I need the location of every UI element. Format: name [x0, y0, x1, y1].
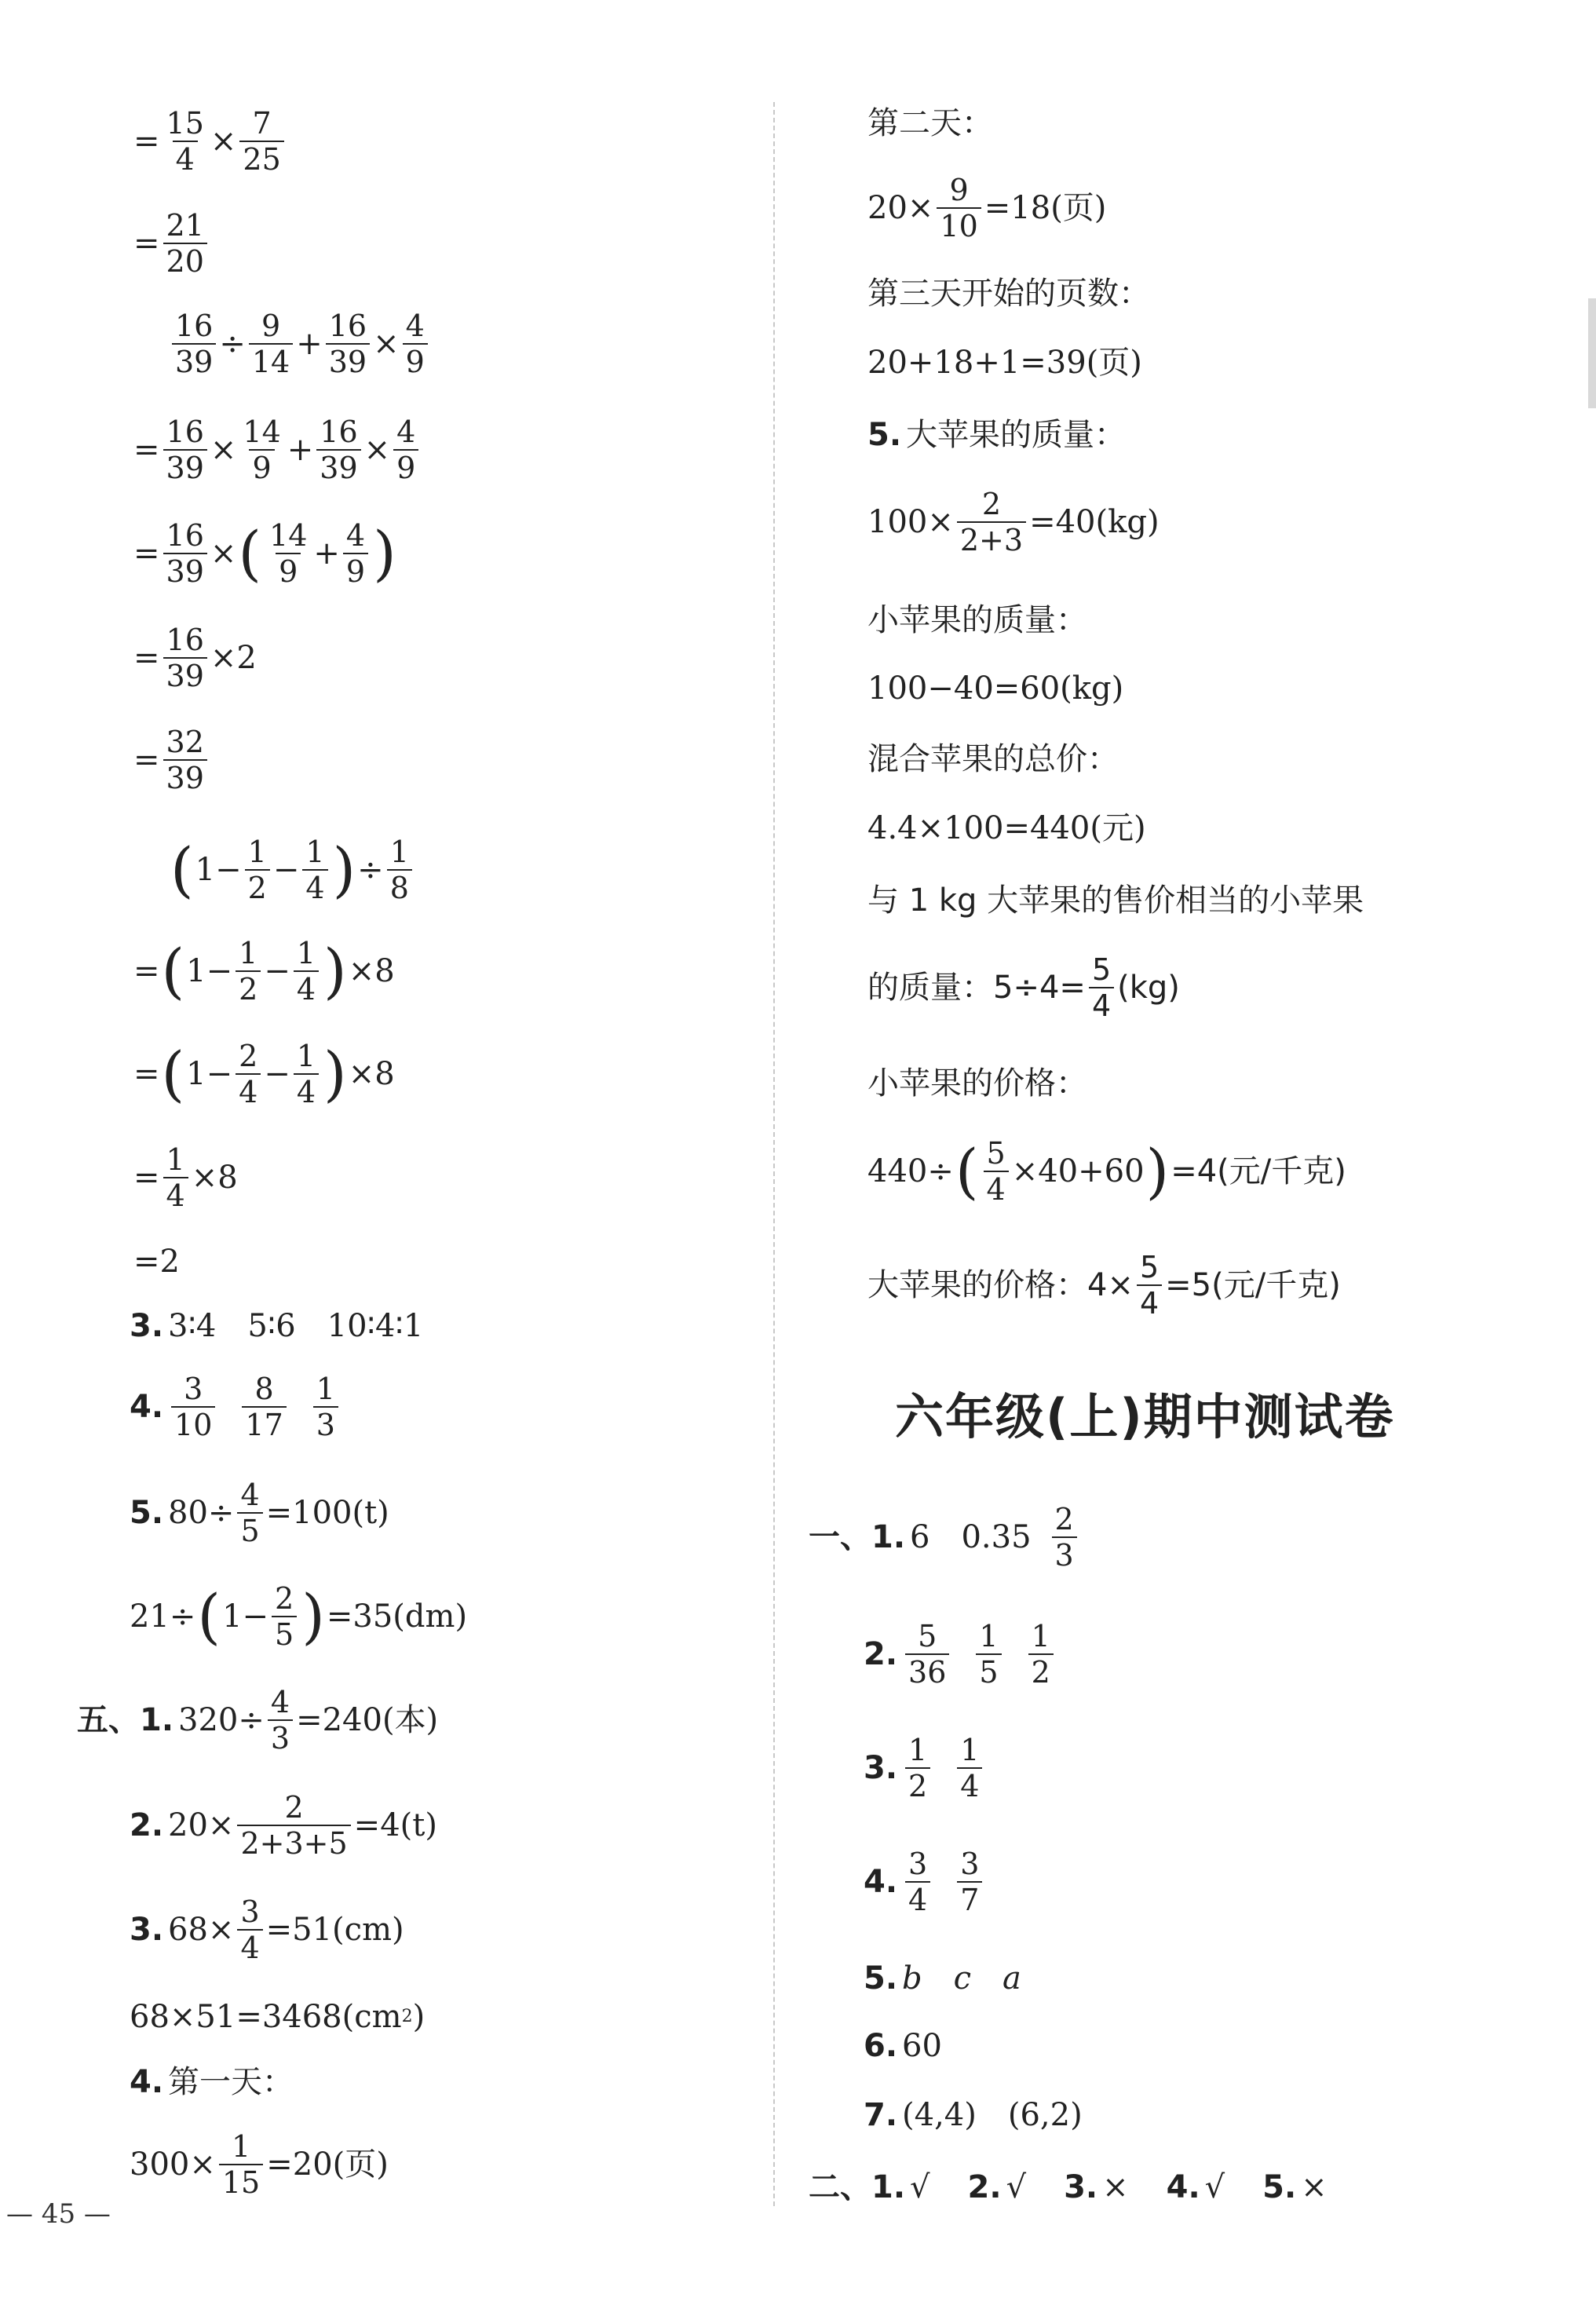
fraction: $\frac{1}{5}$: [976, 1619, 1001, 1690]
calc-line-1: = $\frac{15}{4}$ × $\frac{7}{25}$: [133, 106, 287, 177]
column-divider: [773, 102, 775, 2206]
text-line: 与 1 kg 大苹果的售价相当的小苹果: [867, 882, 1364, 919]
fraction: $\frac{32}{39}$: [163, 725, 207, 795]
fraction: $\frac{9}{10}$: [937, 173, 981, 243]
fraction: $\frac{5}{4}$: [984, 1136, 1009, 1207]
calc-line: 20+18+1=39(页): [867, 345, 1142, 381]
fraction: $\frac{7}{25}$: [239, 106, 283, 177]
fraction: $\frac{16}{39}$: [163, 415, 207, 485]
fraction: $\frac{1}{4}$: [294, 936, 319, 1007]
fraction: $\frac{5}{36}$: [905, 1619, 949, 1690]
fraction: $\frac{4}{9}$: [343, 518, 368, 589]
calc-line: 20× $\frac{9}{10}$ =18(页): [867, 173, 1107, 243]
page-edge-tab: [1588, 298, 1596, 408]
section-5-answer-4b: 300× $\frac{1}{15}$ =20(页): [130, 2129, 389, 2200]
text-line: 小苹果的质量：: [867, 602, 1087, 638]
fraction: $\frac{3}{7}$: [957, 1847, 982, 1917]
part-2-answers: 二、1. √ 2. √ 3. × 4. √ 5. ×: [809, 2169, 1328, 2205]
part-1-answer-2: 2. $\frac{5}{36}$ $\frac{1}{5}$ $\frac{1}{2}$: [864, 1619, 1057, 1690]
calc-line: 4.4×100=440(元): [867, 810, 1146, 846]
fraction: $\frac{1}{4}$: [294, 1039, 319, 1109]
fraction: $\frac{5}{4}$: [1089, 952, 1114, 1023]
fraction: $\frac{15}{4}$: [166, 106, 204, 177]
part-1-answer-5: 5. b c a: [864, 1960, 1021, 1997]
text-line: 混合苹果的总价：: [867, 741, 1119, 777]
part-1-answer-6: 6. 60: [864, 2028, 942, 2064]
fraction: $\frac{1}{2}$: [245, 835, 270, 905]
fraction: $\frac{16}{39}$: [172, 309, 216, 379]
section-title: 六年级(上)期中测试卷: [895, 1388, 1395, 1445]
answer-5-right: 5. 大苹果的质量：: [867, 417, 1127, 453]
fraction: $\frac{21}{20}$: [163, 208, 207, 279]
fraction: $\frac{14}{9}$: [269, 518, 308, 589]
answer-5: 5. 80÷ $\frac{4}{5}$ =100(t): [130, 1478, 389, 1548]
calc-line-8: ( 1− $\frac{1}{2}$ − $\frac{1}{4}$ ) ÷ $\frac{1}{8}$: [169, 835, 415, 905]
fraction: $\frac{4}{9}$: [403, 309, 428, 379]
part-1-answer-3: 3. $\frac{1}{2}$ $\frac{1}{4}$: [864, 1733, 985, 1803]
section-5-answer-3: 3. 68× $\frac{3}{4}$ =51(cm): [130, 1894, 404, 1965]
answer-5b: 21÷ ( 1− $\frac{2}{5}$ ) =35(dm): [130, 1581, 468, 1652]
fraction: $\frac{4}{9}$: [393, 415, 418, 485]
section-5-answer-3b: 68×51=3468(cm 2 ): [130, 1999, 425, 2035]
calc-line: 100× $\frac{2}{2+3}$ =40(kg): [867, 487, 1160, 557]
fraction: $\frac{1}{8}$: [387, 835, 412, 905]
fraction: $\frac{1}{2}$: [1028, 1619, 1054, 1690]
answer-4: 4. $\frac{3}{10}$ $\frac{8}{17}$ $\frac{1}{3}$: [130, 1372, 341, 1442]
fraction: $\frac{3}{4}$: [237, 1894, 262, 1965]
fraction: $\frac{1}{4}$: [302, 835, 327, 905]
fraction: $\frac{16}{39}$: [163, 518, 207, 589]
fraction: $\frac{16}{39}$: [316, 415, 360, 485]
fraction: $\frac{1}{4}$: [163, 1142, 188, 1213]
fraction: $\frac{3}{4}$: [905, 1847, 930, 1917]
calc-line-5: = $\frac{16}{39}$ × ( $\frac{14}{9}$ + $\frac{4}{9}$ ): [133, 518, 396, 589]
calc-line-4: = $\frac{16}{39}$ × $\frac{14}{9}$ + $\frac{16}{39}$ × $\frac{4}{9}$: [133, 415, 422, 485]
fraction: $\frac{4}{3}$: [268, 1685, 293, 1755]
fraction: $\frac{3}{10}$: [171, 1372, 215, 1442]
text-line: 第二天：: [867, 105, 993, 141]
fraction: $\frac{14}{9}$: [243, 415, 281, 485]
fraction: $\frac{2}{4}$: [236, 1039, 261, 1109]
section-5-answer-2: 2. 20× $\frac{2}{2+3+5}$ =4(t): [130, 1790, 437, 1861]
text-line: 小苹果的价格：: [867, 1065, 1087, 1102]
fraction: $\frac{9}{14}$: [249, 309, 293, 379]
calc-line-12: =2: [133, 1244, 180, 1280]
fraction: $\frac{2}{3}$: [1052, 1502, 1077, 1573]
fraction: $\frac{2}{2+3+5}$: [237, 1790, 350, 1861]
calc-line-7: = $\frac{32}{39}$: [133, 725, 210, 795]
calc-line-10: = ( 1− $\frac{2}{4}$ − $\frac{1}{4}$ ) ×8: [133, 1039, 395, 1109]
calc-line: 的质量：5÷4= $\frac{5}{4}$ (kg): [867, 952, 1180, 1023]
calc-line-2: = $\frac{21}{20}$: [133, 208, 210, 279]
page-number: — 45 —: [6, 2198, 111, 2230]
calc-line: 大苹果的价格：4× $\frac{5}{4}$ =5(元/千克): [867, 1250, 1341, 1321]
calc-line: 100−40=60(kg): [867, 670, 1124, 707]
fraction: $\frac{1}{2}$: [905, 1733, 930, 1803]
calc-line-11: = $\frac{1}{4}$ ×8: [133, 1142, 238, 1213]
fraction: $\frac{1}{2}$: [236, 936, 261, 1007]
calc-line-6: = $\frac{16}{39}$ ×2: [133, 623, 257, 693]
fraction: $\frac{1}{4}$: [957, 1733, 982, 1803]
part-1-answer-7: 7. (4,4) (6,2): [864, 2097, 1083, 2133]
calc-line: 440÷ ( $\frac{5}{4}$ ×40+60 ) =4(元/千克): [867, 1136, 1346, 1207]
fraction: $\frac{16}{39}$: [163, 623, 207, 693]
answer-3: 3. 3∶4 5∶6 10∶4∶1: [130, 1308, 424, 1344]
fraction: $\frac{1}{3}$: [313, 1372, 338, 1442]
part-1-answer-1: 一、1. 6 0.35 $\frac{2}{3}$: [809, 1502, 1080, 1573]
text-line: 第三天开始的页数：: [867, 276, 1150, 312]
calc-line-9: = ( 1− $\frac{1}{2}$ − $\frac{1}{4}$ ) ×8: [133, 936, 395, 1007]
fraction: $\frac{2}{5}$: [272, 1581, 297, 1652]
fraction: $\frac{5}{4}$: [1137, 1250, 1162, 1321]
part-1-answer-4: 4. $\frac{3}{4}$ $\frac{3}{7}$: [864, 1847, 985, 1917]
section-5-answer-1: 五、1. 320÷ $\frac{4}{3}$ =240(本): [77, 1685, 439, 1755]
fraction: $\frac{8}{17}$: [242, 1372, 286, 1442]
fraction: $\frac{1}{15}$: [219, 2129, 263, 2200]
fraction: $\frac{2}{2+3}$: [957, 487, 1026, 557]
calc-line-3: $\frac{16}{39}$ ÷ $\frac{9}{14}$ + $\frac{16}{39}$ × $\frac{4}{9}$: [169, 309, 431, 379]
section-5-answer-4: 4. 第一天：: [130, 2064, 294, 2100]
fraction: $\frac{4}{5}$: [237, 1478, 262, 1548]
fraction: $\frac{16}{39}$: [326, 309, 370, 379]
